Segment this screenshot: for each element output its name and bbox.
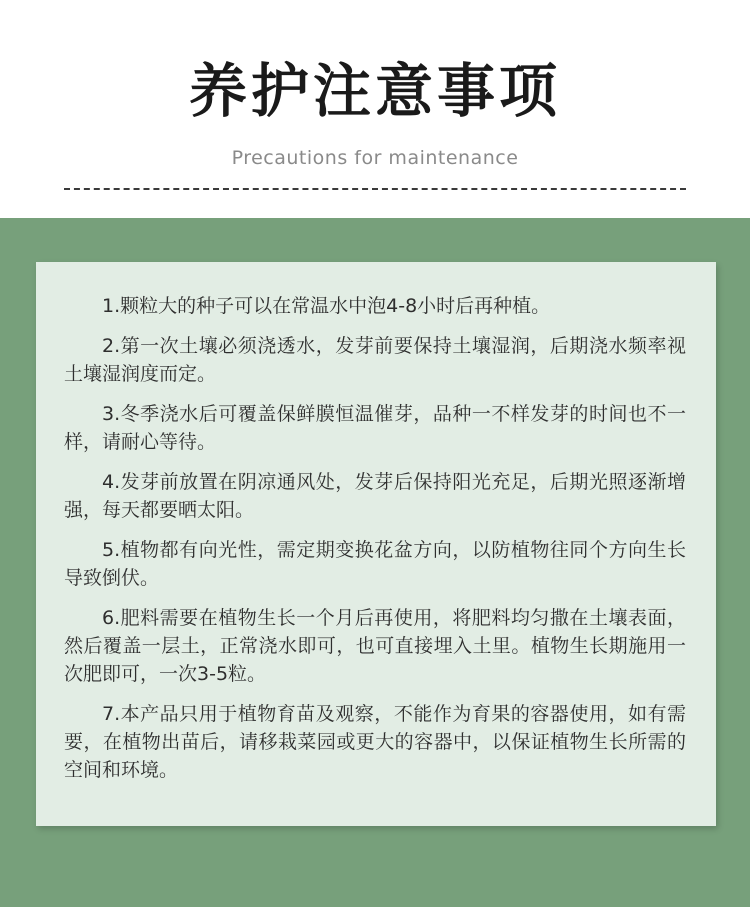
precaution-item-4: 4.发芽前放置在阴凉通风处，发芽后保持阳光充足，后期光照逐渐增强，每天都要晒太阳。 [64,471,686,521]
page-subtitle: Precautions for maintenance [231,147,519,169]
page-title: 养护注意事项 [188,57,561,125]
precautions-card [36,262,716,826]
precaution-item-2: 2.第一次土壤必须浇透水，发芽前要保持土壤湿润，后期浇水频率视土壤湿润度而定。 [64,335,686,385]
precaution-item-5: 5.植物都有向光性，需定期变换花盆方向，以防植物往同个方向生长导致倒伏。 [64,539,686,589]
precaution-item-3: 3.冬季浇水后可覆盖保鲜膜恒温催芽，品种一不样发芽的时间也不一样，请耐心等待。 [64,403,686,453]
precaution-item-7: 7.本产品只用于植物育苗及观察，不能作为育果的容器使用，如有需要，在植物出苗后，请移栽菜园或更大的容器中，以保证植物生长所需的空间和环境。 [64,703,686,781]
dashed-divider [64,188,686,190]
precaution-item-6: 6.肥料需要在植物生长一个月后再使用，将肥料均匀撒在土壤表面，然后覆盖一层土，正常浇水即可，也可直接埋入土里。植物生长期施用一次肥即可，一次3-5粒。 [64,607,686,685]
header [0,0,750,218]
precaution-item-1: 1.颗粒大的种子可以在常温水中泡4-8小时后再种植。 [102,295,551,317]
